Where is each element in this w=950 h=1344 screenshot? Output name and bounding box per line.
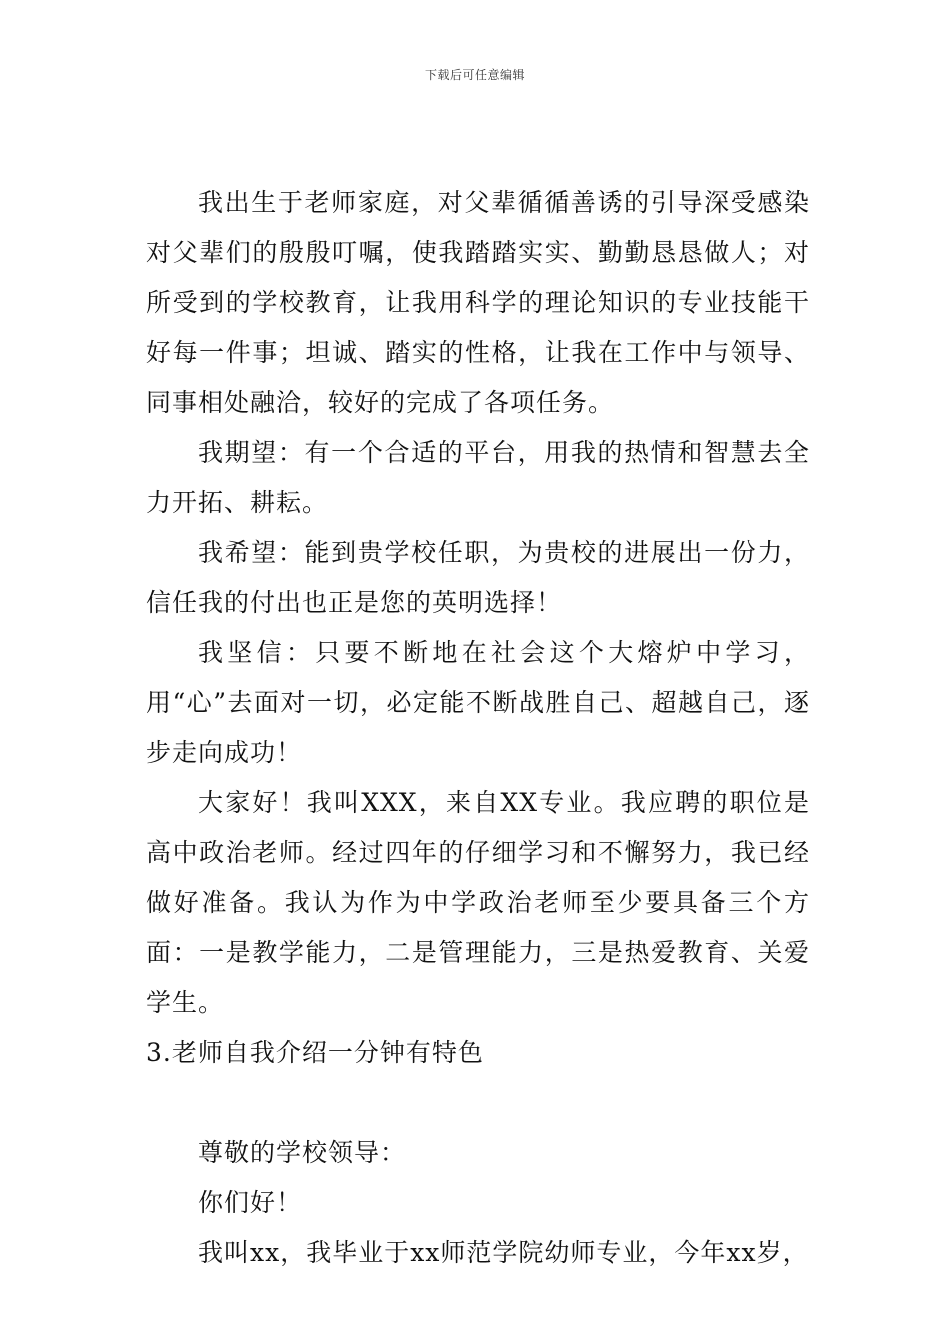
paragraph-introduction: 大家好！我叫XXX，来自XX专业。我应聘的职位是高中政治老师。经过四年的仔细学习和不懈努力，我已经做好准备。我认为作为中学政治老师至少要具备三个方面：一是教学能力，二是管理能力，三是热爱教育、关爱学生。 <box>146 788 810 1017</box>
paragraph-expectation: 我期望：有一个合适的平台，用我的热情和智慧去全力开拓、耕耘。 <box>146 438 810 517</box>
paragraph-upbringing: 我出生于老师家庭，对父辈循循善诱的引导深受感染对父辈们的殷殷叮嘱，使我踏踏实实、勤勤恳恳做人；对所受到的学校教育，让我用科学的理论知识的专业技能干好每一件事；坦诚、踏实的性格，让我在工作中与领导、同事相处融洽，较好的完成了各项任务。 <box>146 188 810 417</box>
salutation: 尊敬的学校领导： <box>198 1138 407 1167</box>
blank-line <box>146 1078 810 1128</box>
greeting: 你们好！ <box>198 1188 303 1217</box>
paragraph-belief: 我坚信：只要不断地在社会这个大熔炉中学习，用“心”去面对一切，必定能不断战胜自己、超越自己，逐步走向成功！ <box>146 638 810 767</box>
document-body <box>146 178 810 1278</box>
section-title: 3.老师自我介绍一分钟有特色 <box>146 1038 484 1067</box>
paragraph-self-intro: 我叫xx，我毕业于xx师范学院幼师专业，今年xx岁， <box>198 1238 809 1267</box>
header-note: 下载后可任意编辑 <box>424 68 525 82</box>
paragraph-hope: 我希望：能到贵学校任职，为贵校的进展出一份力，信任我的付出也正是您的英明选择！ <box>146 538 810 617</box>
